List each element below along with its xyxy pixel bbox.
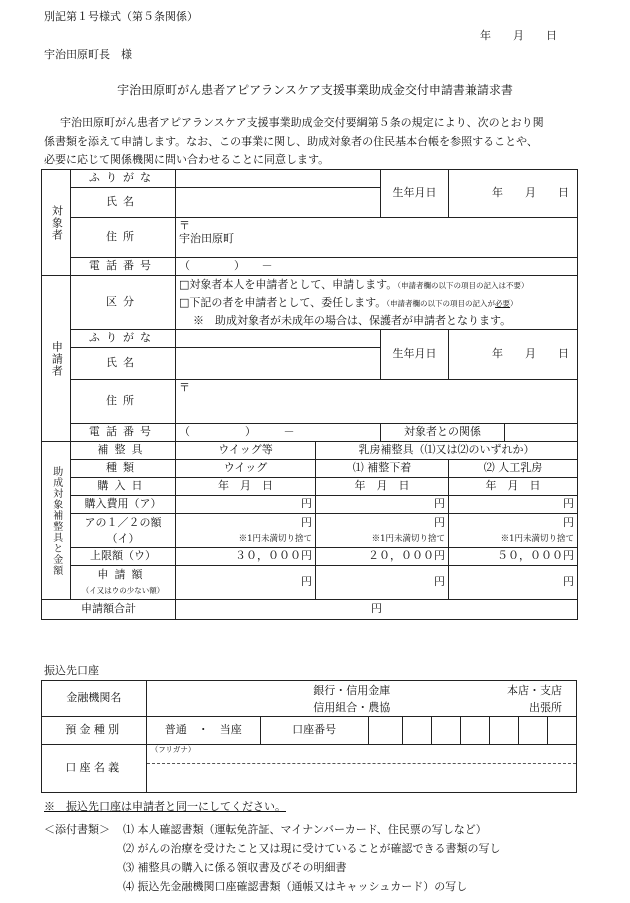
option-delegate-note-end: ） bbox=[510, 299, 518, 308]
attachment-item: ⑷ 振込先金融機関口座確認書類（通帳又はキャッシュカード）の写し bbox=[123, 880, 468, 893]
total-field[interactable]: 円 bbox=[176, 600, 578, 620]
kind-wig: ウイッグ bbox=[176, 460, 316, 478]
half-b1[interactable] bbox=[316, 514, 449, 548]
applicant-section-label: 申請者 bbox=[42, 276, 71, 442]
attachment-item: ⑵ がんの治療を受けたこと又は現に受けていることが確認できる書類の写し bbox=[123, 842, 501, 855]
half-label bbox=[71, 514, 176, 548]
half-wig-yen: 円 bbox=[301, 515, 312, 529]
intro-line-3: 必要に応じて関係機関に問い合わせることに同意します。 bbox=[44, 153, 330, 166]
target-birth-field[interactable]: 年 月 日 bbox=[449, 170, 578, 218]
holder-field[interactable] bbox=[146, 745, 576, 793]
half-b2-yen: 円 bbox=[563, 515, 575, 529]
relation-label: 対象者との関係 bbox=[381, 424, 505, 442]
hosei-label: 補整具 bbox=[71, 442, 176, 460]
option-delegate[interactable]: □下記の者を申請者として、委任します。 bbox=[179, 296, 387, 309]
attachments-label: ＜添付書類＞ bbox=[44, 823, 110, 836]
target-furigana-label: ふりがな bbox=[71, 170, 176, 188]
option-self[interactable]: □対象者本人を申請者として、申請します。 bbox=[179, 278, 398, 291]
breast-header: 乳房補整具（⑴又は⑵のいずれか） bbox=[316, 442, 578, 460]
applicant-name-label: 氏名 bbox=[71, 348, 176, 380]
option-delegate-note-required: 必要 bbox=[495, 299, 511, 308]
half-b1-yen: 円 bbox=[434, 515, 446, 529]
intro-line-2: 係書類を添えて申請します。なお、この事業に関し、助成対象者の住民基本台帳を参照することや、 bbox=[44, 135, 538, 148]
target-address-label: 住所 bbox=[71, 218, 176, 258]
target-phone-field[interactable]: （ ） － bbox=[176, 258, 578, 276]
applicant-address-label: 住所 bbox=[71, 380, 176, 424]
purchase-date-wig[interactable]: 年 月 日 bbox=[176, 478, 316, 496]
truncate-note: ※1円未満切り捨て bbox=[500, 533, 575, 544]
applicant-address-field[interactable] bbox=[176, 380, 578, 424]
option-delegate-note: （申請者欄の以下の項目の記入が bbox=[386, 299, 496, 308]
purchase-date-b2[interactable]: 年 月 日 bbox=[449, 478, 578, 496]
truncate-note: ※1円未満切り捨て bbox=[238, 533, 312, 544]
cost-wig[interactable]: 円 bbox=[176, 496, 316, 514]
attachment-item: ⑴ 本人確認書類（運転免許証、マイナンバーカード、住民票の写しなど） bbox=[123, 823, 487, 836]
account-digit[interactable] bbox=[489, 717, 518, 745]
equipment-section-label: 助成対象補整具と金額 bbox=[42, 442, 71, 600]
deposit-type-options[interactable]: 普通 ・ 当座 bbox=[146, 717, 260, 745]
account-digit[interactable] bbox=[368, 717, 402, 745]
deposit-type-label: 預金種別 bbox=[42, 717, 147, 745]
target-address-field[interactable] bbox=[176, 218, 578, 258]
cost-label: 購入費用（ア） bbox=[71, 496, 176, 514]
account-digit[interactable] bbox=[518, 717, 547, 745]
truncate-note: ※1円未満切り捨て bbox=[371, 533, 446, 544]
kind-label: 種類 bbox=[71, 460, 176, 478]
branch-types-2: 出張所 bbox=[529, 700, 562, 714]
half-label-2: （イ） bbox=[106, 531, 140, 545]
request-wig[interactable]: 円 bbox=[176, 566, 316, 600]
bank-note-text: ※ 振込先口座は申請者と同一にしてください。 bbox=[44, 800, 286, 813]
bank-note bbox=[44, 798, 286, 814]
applicant-furigana-field[interactable] bbox=[176, 330, 381, 348]
half-b2[interactable] bbox=[449, 514, 578, 548]
institution-label: 金融機関名 bbox=[42, 681, 147, 717]
applicant-kubun-label: 区分 bbox=[71, 276, 176, 330]
limit-b2: ５０，０００円 bbox=[449, 548, 578, 566]
addressee: 宇治田原町長 様 bbox=[44, 48, 132, 61]
applicant-phone-label: 電話番号 bbox=[71, 424, 176, 442]
applicant-name-field[interactable] bbox=[176, 348, 381, 380]
bank-heading: 振込先口座 bbox=[44, 664, 99, 677]
target-furigana-field[interactable] bbox=[176, 170, 381, 188]
intro-line-1: 宇治田原町がん患者アピアランスケア支援事業助成金交付要綱第５条の規定により、次のとおり関 bbox=[60, 116, 544, 129]
request-b2[interactable]: 円 bbox=[449, 566, 578, 600]
applicant-furigana-label: ふりがな bbox=[71, 330, 176, 348]
option-self-note: （申請者欄の以下の項目の記入は不要） bbox=[397, 281, 529, 290]
request-note: （イ又はウの少ない額） bbox=[81, 586, 165, 595]
half-label-1: アの１／２の額 bbox=[84, 515, 162, 529]
minor-note: ※ 助成対象者が未成年の場合は、保護者が申請者となります。 bbox=[193, 314, 512, 327]
applicant-kubun-options[interactable] bbox=[176, 276, 578, 330]
target-section-label: 対象者 bbox=[42, 170, 71, 276]
relation-field[interactable] bbox=[505, 424, 578, 442]
account-number-label: 口座番号 bbox=[260, 717, 368, 745]
form-id: 別記第１号様式（第５条関係） bbox=[44, 10, 198, 23]
form-title: 宇治田原町がん患者アピアランスケア支援事業助成金交付申請書兼請求書 bbox=[117, 83, 513, 97]
postal-mark: 〒 bbox=[179, 381, 190, 394]
kind-breast-2: ⑵ 人工乳房 bbox=[449, 460, 578, 478]
limit-label: 上限額（ウ） bbox=[71, 548, 176, 566]
limit-wig: ３０，０００円 bbox=[176, 548, 316, 566]
holder-furigana: （フリガナ） bbox=[147, 745, 576, 764]
request-label-cell bbox=[71, 566, 176, 600]
branch-types-1: 本店・支店 bbox=[507, 683, 562, 697]
request-b1[interactable]: 円 bbox=[316, 566, 449, 600]
target-name-field[interactable] bbox=[176, 188, 381, 218]
inst-types-2: 信用組合・農協 bbox=[313, 700, 391, 714]
purchase-date-label: 購入日 bbox=[71, 478, 176, 496]
target-phone-label: 電話番号 bbox=[71, 258, 176, 276]
purchase-date-b1[interactable]: 年 月 日 bbox=[316, 478, 449, 496]
attachment-item: ⑶ 補整具の購入に係る領収書及びその明細書 bbox=[123, 861, 347, 874]
target-name-label: 氏名 bbox=[71, 188, 176, 218]
half-wig[interactable] bbox=[176, 514, 316, 548]
main-form-table bbox=[41, 169, 578, 620]
target-birth-label: 生年月日 bbox=[381, 170, 449, 218]
wig-header: ウイッグ等 bbox=[176, 442, 316, 460]
branch-field[interactable] bbox=[402, 681, 576, 717]
holder-label: 口座名義 bbox=[42, 745, 147, 793]
request-label: 申請額 bbox=[97, 568, 149, 581]
account-digit[interactable] bbox=[460, 717, 489, 745]
postal-mark: 〒 bbox=[179, 219, 190, 232]
total-label: 申請額合計 bbox=[42, 600, 176, 620]
inst-types-1: 銀行・信用金庫 bbox=[313, 683, 391, 697]
applicant-birth-field[interactable]: 年 月 日 bbox=[449, 330, 578, 380]
address-prefill: 宇治田原町 bbox=[179, 231, 234, 245]
limit-b1: ２０，０００円 bbox=[316, 548, 449, 566]
account-digit[interactable] bbox=[547, 717, 576, 745]
account-digit[interactable] bbox=[431, 717, 460, 745]
applicant-birth-label: 生年月日 bbox=[381, 330, 449, 380]
applicant-phone-field[interactable]: （ ） － bbox=[176, 424, 381, 442]
cost-b2[interactable]: 円 bbox=[449, 496, 578, 514]
cost-b1[interactable]: 円 bbox=[316, 496, 449, 514]
kind-breast-1: ⑴ 補整下着 bbox=[316, 460, 449, 478]
institution-field[interactable] bbox=[146, 681, 402, 717]
date-line: 年 月 日 bbox=[480, 29, 557, 42]
bank-table bbox=[41, 680, 577, 793]
account-digit[interactable] bbox=[402, 717, 431, 745]
